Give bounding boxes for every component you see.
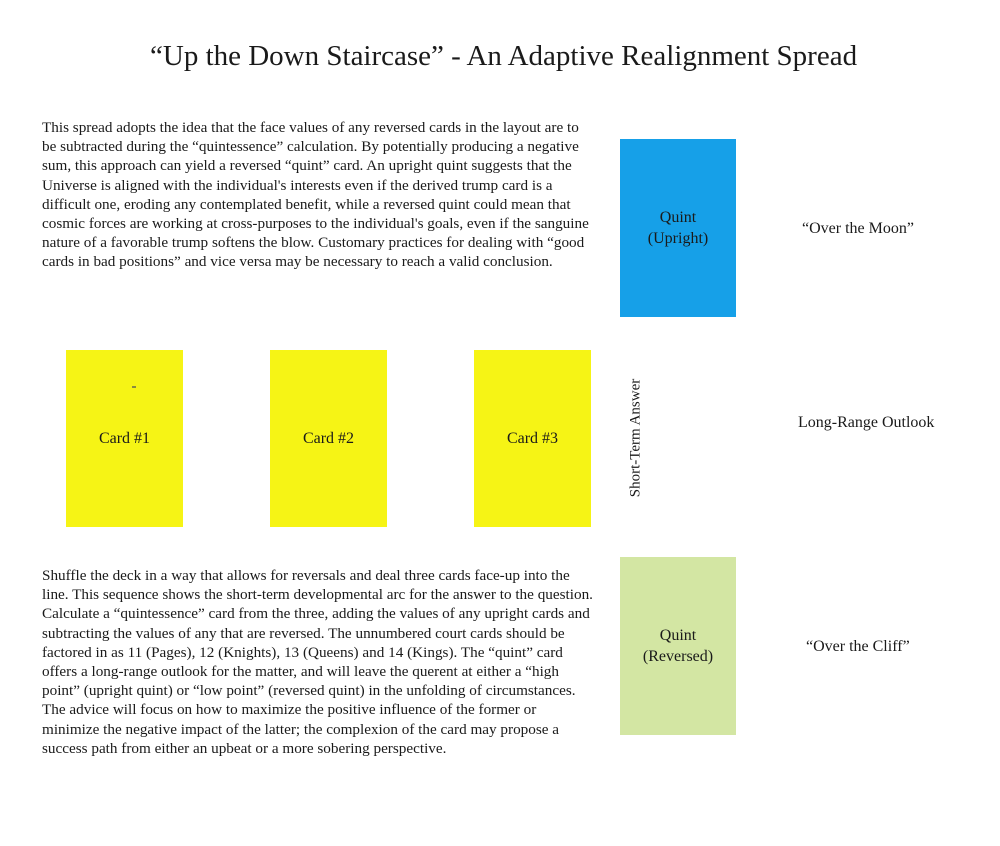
quint-reversed-card bbox=[620, 557, 736, 735]
page-title: “Up the Down Staircase” - An Adaptive Realignment Spread bbox=[150, 40, 858, 72]
over-the-moon-label: “Over the Moon” bbox=[802, 220, 914, 237]
over-the-cliff-label: “Over the Cliff” bbox=[806, 638, 910, 655]
quint-upright-label: Quint bbox=[659, 209, 697, 226]
quint-upright-card bbox=[620, 139, 736, 317]
quint-reversed-orientation: (Reversed) bbox=[642, 648, 714, 665]
short-term-answer-label: Short-Term Answer bbox=[627, 378, 644, 498]
card-1 bbox=[66, 350, 183, 527]
quint-upright-orientation: (Upright) bbox=[647, 230, 709, 247]
card-3-label: Card #3 bbox=[506, 430, 559, 447]
quint-reversed-label: Quint bbox=[659, 627, 697, 644]
card-speck bbox=[132, 386, 136, 388]
long-range-outlook-label: Long-Range Outlook bbox=[798, 414, 935, 431]
card-1-label: Card #1 bbox=[98, 430, 151, 447]
instructions-paragraph: Shuffle the deck in a way that allows for reversals and deal three cards face-up into the line. This sequence shows the short-term developmental arc for the answer to the question. Calculate a “quintessence” card from the three, adding the values of any upright cards and subtracting the values of any that are reversed. The unnumbered court cards should be factored in as 11 (Pages), 12 (Knights), 13 (Queens) and 14 (Kings). The “quint” card offers a long-range outlook for the matter, and will leave the querent at either a “high point” (upright quint) or “low point” (reversed quint) in the unfolding of circumstances. The advice will focus on how to maximize the positive influence of the former or minimize the negative impact of the latter; the complexion of the card may propose a success path from either an upbeat or a more sobering perspective. bbox=[42, 567, 593, 757]
card-3 bbox=[474, 350, 591, 527]
card-2-label: Card #2 bbox=[302, 430, 355, 447]
card-2 bbox=[270, 350, 387, 527]
intro-paragraph: This spread adopts the idea that the face values of any reversed cards in the layout are to be subtracted during the “quintessence” calculation. By potentially producing a negative sum, this approach can yield a reversed “quint” card. An upright quint suggests that the Universe is aligned with the individual's interests even if the derived trump card is a difficult one, eroding any contemplated benefit, while a reversed quint could mean that cosmic forces are working at cross-purposes to the individual's goals, even if the sanguine nature of a favorable trump softens the blow. Customary practices for dealing with “good cards in bad positions” and vice versa may be necessary to reach a valid conclusion. bbox=[42, 119, 589, 271]
